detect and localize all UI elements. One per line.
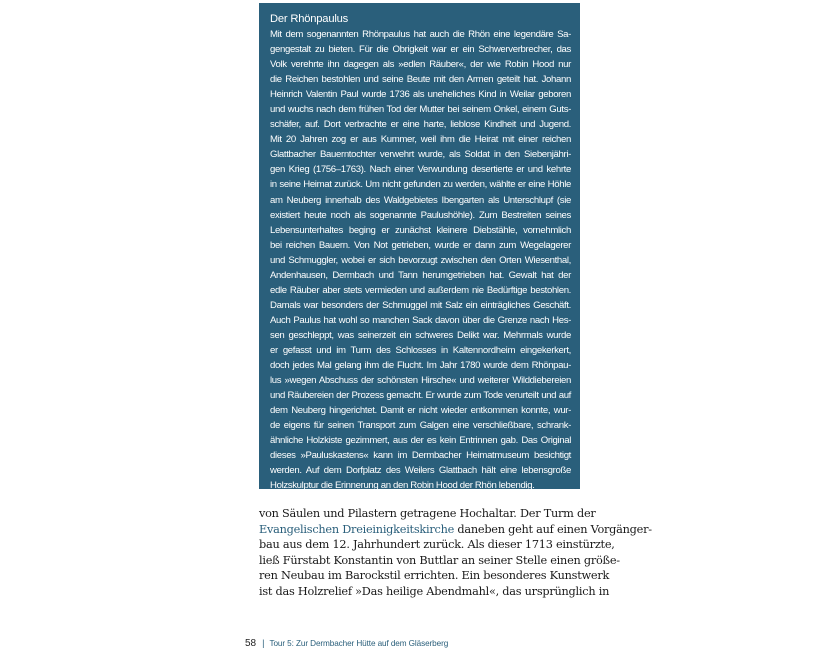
page-number: 58 xyxy=(245,638,257,649)
info-box-line: ähnliche Holzkiste gezimmert, aus der es kein Entrinnen gab. Das Original xyxy=(270,435,571,447)
body-paragraph xyxy=(259,506,652,600)
info-box-line: und Räubereien der Prozess gemacht. Er wurde zum Tode verurteilt und auf xyxy=(270,390,571,402)
info-box-line: existiert heute noch als sogenannte Paulushöhle). Zum Bestreiten seines xyxy=(270,209,571,221)
info-box-line: Volk verehrte ihn dagegen als »edlen Räuber«, der wie Robin Hood nur xyxy=(270,59,571,71)
body-line: ren Neubau im Barockstil errichten. Ein besonderes Kunstwerk xyxy=(259,569,610,583)
info-box-line: edle Räuber aber stets vermieden und außerdem nie Bedürftige bestohlen. xyxy=(270,284,571,296)
info-box-line: Mit 20 Jahren zog er aus Kummer, weil ihm die Heirat mit einer reichen xyxy=(270,134,571,146)
info-box-line: und wuchs nach dem frühen Tod der Mutter bei seinem Onkel, einem Guts- xyxy=(270,104,571,116)
info-box-line: in seine Heimat zurück. Um nicht gefunden zu werden, wählte er eine Höhle xyxy=(270,179,571,191)
body-line: ist das Holzrelief »Das heilige Abendmahl«, das ursprünglich in xyxy=(259,584,610,598)
running-title: Tour 5: Zur Dermbacher Hütte auf dem Gläserberg xyxy=(269,639,449,648)
info-box-line: Glattbacher Bauerntochter verwehrt wurde, als Soldat in den Siebenjähri- xyxy=(270,149,571,161)
body-line: ließ Fürstabt Konstantin von Buttlar an seiner Stelle einen größe- xyxy=(259,553,620,567)
info-box-line: Auch Paulus hat wohl so manchen Sack davon über die Grenze nach Hes- xyxy=(270,314,571,326)
church-link[interactable]: Evangelischen Dreieinigkeitskirche xyxy=(259,522,455,536)
info-box-title: Der Rhönpaulus xyxy=(270,13,349,25)
info-box-line: Mit dem sogenannten Rhönpaulus hat auch die Rhön eine legendäre Sa- xyxy=(270,29,571,40)
info-box-rhoenpaulus xyxy=(259,3,580,492)
info-box-line: er gefasst und im Turm des Schlosses in Kaltennordheim eingekerkert, xyxy=(270,344,571,356)
info-box-line: sen geschleppt, was seinerzeit ein schweres Delikt war. Mehrmals wurde xyxy=(270,329,571,341)
info-box-line: dieses »Pauluskastens« kann im Dermbacher Heimatmuseum besichtigt xyxy=(270,450,571,462)
info-box-line: die Reichen bestohlen und seine Beute mit den Armen geteilt hat. Johann xyxy=(270,74,571,86)
info-box-line: lus »wegen Abschuss der schönsten Hirsche« und weiterer Wilddiebereien xyxy=(270,375,571,387)
info-box-line: dem Neuberg hingerichtet. Damit er nicht wieder entkommen konnte, wur- xyxy=(270,405,571,417)
info-box-line: gengestalt zu bieten. Für die Obrigkeit war er ein Schwerverbrecher, das xyxy=(270,44,571,56)
info-box-text xyxy=(270,27,571,493)
info-box-line: bei reichen Bauern. Von Not getrieben, wurde er dann zum Wegelagerer xyxy=(270,239,571,251)
info-box-line: am Neuberg innerhalb des Waldgebietes Ibengarten als Unterschlupf (sie xyxy=(270,194,571,206)
info-box-line: und Schmuggler, wobei er sich bevorzugt zwischen den Orten Wiesenthal, xyxy=(270,254,571,266)
body-line: von Säulen und Pilastern getragene Hochaltar. Der Turm der xyxy=(259,507,596,520)
body-line-rest: daneben geht auf einen Vorgänger- xyxy=(454,522,652,536)
info-box-line: de eigens für seinen Transport zum Galgen eine verschließbare, schrank- xyxy=(270,420,571,432)
info-box-line: Heinrich Valentin Paul wurde 1736 als uneheliches Kind in Weilar geboren xyxy=(270,89,571,101)
info-box-line: Damals war besonders der Schmuggel mit Salz ein einträgliches Geschäft. xyxy=(270,299,571,311)
info-box-line: Lebensunterhaltes beging er zunächst kleinere Diebstähle, vornehmlich xyxy=(270,224,571,236)
body-line: bau aus dem 12. Jahrhundert zurück. Als dieser 1713 einstürzte, xyxy=(259,538,615,552)
info-box-line: Holzskulptur die Erinnerung an den Robin Hood der Rhön lebendig. xyxy=(270,480,535,492)
body-line xyxy=(259,522,652,538)
info-box-line: Andenhausen, Dermbach und Tann herumgetrieben hat. Gewalt hat der xyxy=(270,269,571,281)
info-box-line: gen Krieg (1756–1763). Nach einer Verwundung desertierte er und kehrte xyxy=(270,164,571,176)
info-box-line: doch jedes Mal gelang ihm die Flucht. Im Jahr 1780 wurde dem Rhönpau- xyxy=(270,360,571,372)
footer-separator: | xyxy=(262,638,265,648)
page-footer xyxy=(245,638,448,649)
info-box-line: werden. Auf dem Dorfplatz des Weilers Glattbach hält eine lebensgroße xyxy=(270,465,571,477)
info-box-line: schäfer, auf. Dort verbrachte er eine harte, lieblose Kindheit und Jugend. xyxy=(270,119,571,131)
